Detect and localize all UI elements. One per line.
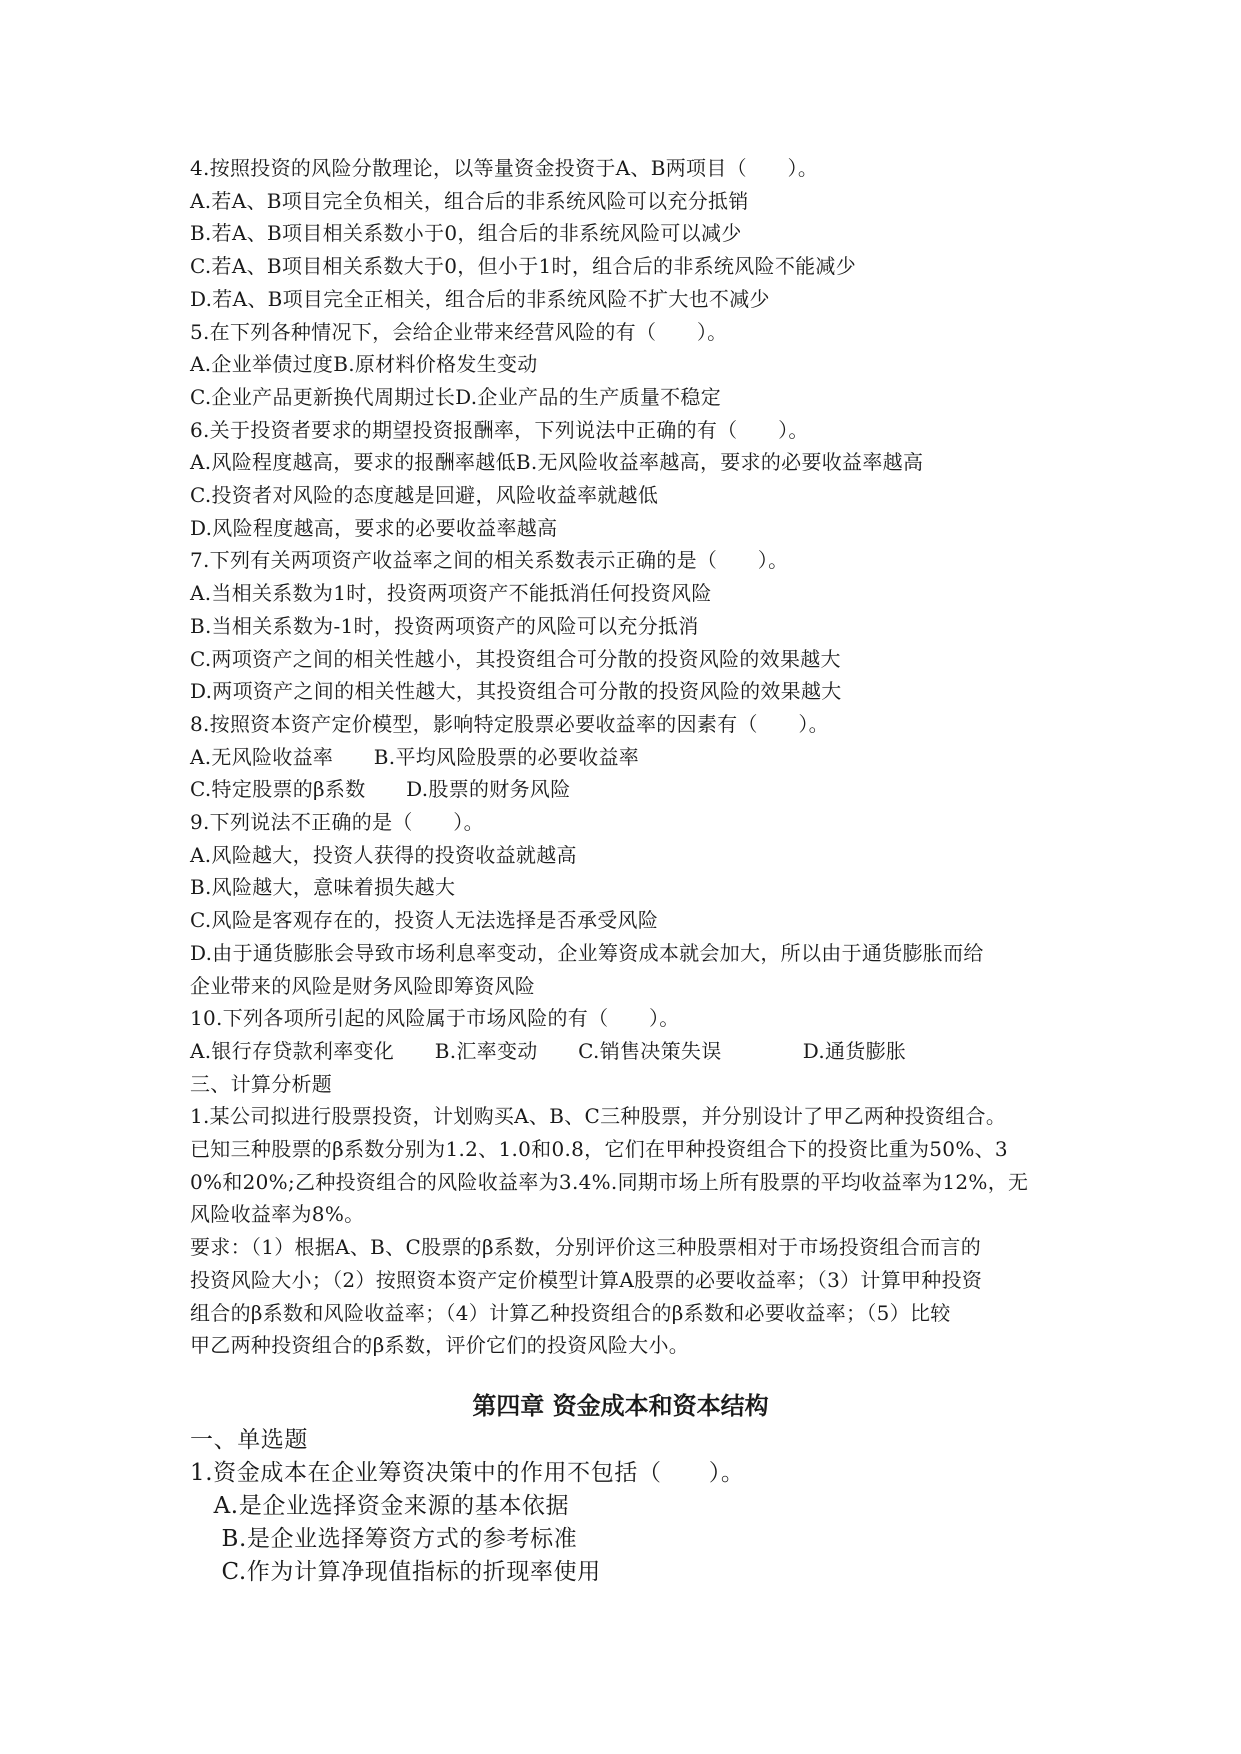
text-line: A.若A、B项目完全负相关，组合后的非系统风险可以充分抵销 [190, 188, 749, 213]
text-line: 1.资金成本在企业筹资决策中的作用不包括（ ）。 [190, 1460, 745, 1486]
text-line: 甲乙两种投资组合的β系数，评价它们的投资风险大小。 [190, 1333, 690, 1358]
text-line: D.由于通货膨胀会导致市场利息率变动，企业筹资成本就会加大，所以由于通货膨胀而给 [190, 940, 984, 965]
text-line: 三、计算分析题 [190, 1071, 333, 1096]
text-line: 9.下列说法不正确的是（ ）。 [190, 810, 484, 834]
text-line: C.作为计算净现值指标的折现率使用 [190, 1559, 601, 1585]
text-line: 组合的β系数和风险收益率；（4）计算乙种投资组合的β系数和必要收益率；（5）比较 [190, 1300, 951, 1325]
text-line: A.无风险收益率 B.平均风险股票的必要收益率 [190, 744, 640, 769]
text-line: C.企业产品更新换代周期过长D.企业产品的生产质量不稳定 [190, 384, 722, 409]
text-line: A.是企业选择资金来源的基本依据 [190, 1493, 570, 1519]
text-line: C.若A、B项目相关系数大于0，但小于1时，组合后的非系统风险不能减少 [190, 254, 857, 279]
text-line: A.风险越大，投资人获得的投资收益就越高 [190, 842, 577, 867]
text-line: C.投资者对风险的态度越是回避，风险收益率就越低 [190, 483, 659, 507]
text-line: 0%和20%;乙种投资组合的风险收益率为3.4%.同期市场上所有股票的平均收益率为12%，无 [190, 1169, 1029, 1194]
text-line: 10.下列各项所引起的风险属于市场风险的有（ ）。 [190, 1006, 680, 1031]
text-line: C.风险是客观存在的，投资人无法选择是否承受风险 [190, 908, 659, 933]
text-line: 1.某公司拟进行股票投资，计划购买A、B、C三种股票，并分别设计了甲乙两种投资组合。 [190, 1104, 1007, 1129]
text-line: 7.下列有关两项资产收益率之间的相关系数表示正确的是（ ）。 [190, 548, 789, 573]
text-line: C.两项资产之间的相关性越小，其投资组合可分散的投资风险的效果越大 [190, 646, 841, 671]
text-line: 4.按照投资的风险分散理论，以等量资金投资于A、B两项目（ ）。 [190, 156, 819, 180]
text-line: A.当相关系数为1时，投资两项资产不能抵消任何投资风险 [190, 581, 712, 606]
text-line: C.特定股票的β系数 D.股票的财务风险 [190, 777, 571, 802]
chapter-title: 第四章 资金成本和资本结构 [472, 1392, 769, 1420]
text-line: 风险收益率为8%。 [190, 1202, 365, 1227]
text-line: B.若A、B项目相关系数小于0，组合后的非系统风险可以减少 [190, 221, 742, 246]
text-line: 已知三种股票的β系数分别为1.2、1.0和0.8，它们在甲种投资组合下的投资比重为50%、3 [190, 1137, 1008, 1161]
text-line: D.风险程度越高，要求的必要收益率越高 [190, 515, 558, 540]
text-line: B.当相关系数为-1时，投资两项资产的风险可以充分抵消 [190, 613, 699, 638]
text-line: D.若A、B项目完全正相关，组合后的非系统风险不扩大也不减少 [190, 286, 770, 311]
text-line: B.风险越大，意味着损失越大 [190, 875, 456, 900]
text-line: 企业带来的风险是财务风险即筹资风险 [190, 973, 536, 998]
text-line: A.企业举债过度B.原材料价格发生变动 [190, 352, 538, 377]
text-line: B.是企业选择筹资方式的参考标准 [190, 1526, 578, 1552]
text-line: 要求：（1）根据A、B、C股票的β系数，分别评价这三种股票相对于市场投资组合而言的 [190, 1235, 982, 1260]
text-line: A.风险程度越高，要求的报酬率越低B.无风险收益率越高，要求的必要收益率越高 [190, 450, 924, 475]
text-line: A.银行存贷款利率变化 B.汇率变动 C.销售决策失误 D.通货膨胀 [190, 1038, 907, 1063]
text-line: 8.按照资本资产定价模型，影响特定股票必要收益率的因素有（ ）。 [190, 711, 829, 736]
text-line: D.两项资产之间的相关性越大，其投资组合可分散的投资风险的效果越大 [190, 679, 842, 704]
text-line: 投资风险大小；（2）按照资本资产定价模型计算A股票的必要收益率；（3）计算甲种投资 [190, 1267, 983, 1292]
section-heading: 一、单选题 [190, 1427, 308, 1453]
text-line: 6.关于投资者要求的期望投资报酬率，下列说法中正确的有（ ）。 [190, 417, 809, 442]
text-line: 5.在下列各种情况下，会给企业带来经营风险的有（ ）。 [190, 319, 728, 344]
